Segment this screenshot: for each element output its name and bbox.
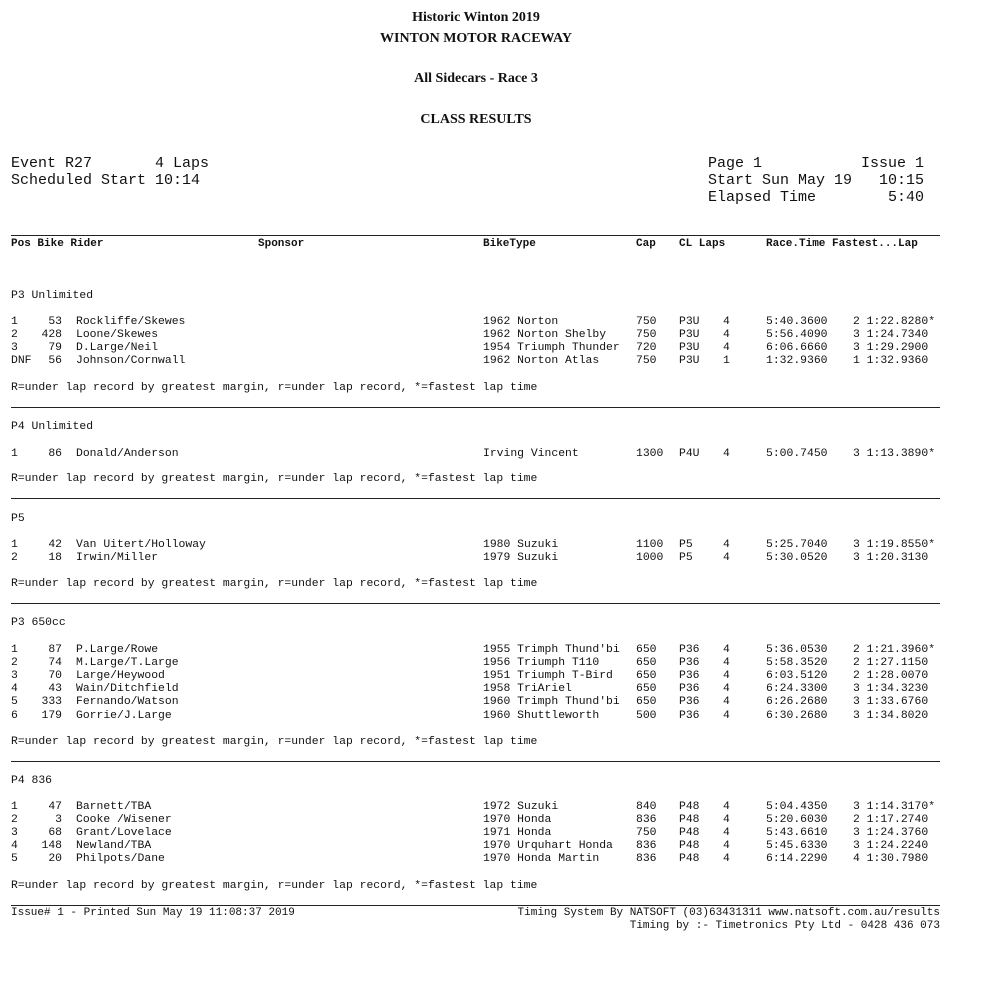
cell-laps: 4 (723, 448, 730, 460)
cell-type: 1962 Norton Atlas (483, 355, 600, 368)
result-row (0, 448, 988, 461)
cell-laps: 4 (723, 683, 730, 696)
col-cl-laps: CL Laps (679, 238, 726, 250)
cell-type: 1960 Shuttleworth (483, 709, 600, 722)
cell-bike: 333 (41, 696, 62, 709)
cell-rider: Wain/Ditchfield (76, 683, 179, 696)
cell-fast: 3 1:20.3130 (853, 552, 929, 565)
cell-cl: P48 (679, 827, 700, 840)
cell-pos: 1 (11, 448, 18, 460)
cell-type: 1972 Suzuki (483, 801, 559, 813)
cell-rider: Fernando/Watson (76, 696, 179, 709)
cell-time: 5:36.0530 (766, 644, 828, 656)
cell-cap: 836 (636, 853, 657, 866)
lap-record-note: R=under lap record by greatest margin, r=under lap record, *=fastest lap time (11, 880, 538, 892)
cell-fast: 3 1:34.3230 (853, 683, 929, 696)
cell-bike: 18 (48, 552, 62, 565)
cell-cap: 650 (636, 670, 657, 683)
cell-rider: Donald/Anderson (76, 448, 179, 460)
cell-rider: D.Large/Neil (76, 342, 159, 355)
cell-cap: 750 (636, 329, 657, 342)
cell-type: 1970 Honda Martin (483, 853, 600, 866)
cell-pos: 4 (11, 683, 18, 696)
cell-cap: 1100 (636, 539, 664, 551)
cell-time: 5:04.4350 (766, 801, 828, 813)
cell-cl: P36 (679, 709, 700, 722)
cell-type: 1979 Suzuki (483, 552, 559, 565)
cell-cap: 720 (636, 342, 657, 355)
cell-pos: 1 (11, 644, 18, 656)
class-heading: P4 Unlimited (11, 421, 94, 433)
cell-pos: 2 (11, 329, 18, 342)
cell-cap: 836 (636, 814, 657, 827)
cell-fast: 3 1:13.3890* (853, 448, 936, 460)
cell-fast: 1 1:32.9360 (853, 355, 929, 368)
cell-fast: 2 1:28.0070 (853, 670, 929, 683)
cell-laps: 4 (723, 696, 730, 709)
cell-bike: 20 (48, 853, 62, 866)
footer-rule (11, 905, 940, 906)
result-row (0, 355, 988, 368)
col-pos-bike-rider: Pos Bike Rider (11, 238, 104, 250)
page-issue: Page 1 Issue 1 (708, 155, 925, 172)
cell-rider: Barnett/TBA (76, 801, 152, 813)
cell-laps: 1 (723, 355, 730, 368)
cell-time: 6:06.6660 (766, 342, 828, 355)
result-row (0, 552, 988, 565)
cell-cap: 750 (636, 355, 657, 368)
cell-rider: Philpots/Dane (76, 853, 165, 866)
cell-pos: 1 (11, 316, 18, 328)
cell-pos: 5 (11, 853, 18, 866)
cell-rider: P.Large/Rowe (76, 644, 159, 656)
event-title: Historic Winton 2019 (412, 10, 540, 25)
col-cap: Cap (636, 238, 656, 250)
cell-cl: P36 (679, 657, 700, 670)
cell-rider: Gorrie/J.Large (76, 709, 172, 722)
cell-pos: 1 (11, 539, 18, 551)
cell-cl: P36 (679, 670, 700, 683)
cell-fast: 2 1:17.2740 (853, 814, 929, 827)
cell-time: 6:14.2290 (766, 853, 828, 866)
cell-fast: 2 1:27.1150 (853, 657, 929, 670)
cell-rider: Cooke /Wisener (76, 814, 172, 827)
race-title: All Sidecars - Race 3 (414, 71, 538, 86)
cell-pos: DNF (11, 355, 32, 368)
result-row (0, 329, 988, 342)
cell-cap: 650 (636, 657, 657, 670)
cell-cl: P36 (679, 644, 700, 656)
cell-type: Irving Vincent (483, 448, 579, 460)
cell-cap: 650 (636, 696, 657, 709)
cell-pos: 3 (11, 827, 18, 840)
cell-fast: 3 1:33.6760 (853, 696, 929, 709)
cell-cap: 1000 (636, 552, 664, 565)
header-rule (11, 235, 940, 236)
cell-laps: 4 (723, 657, 730, 670)
cell-cl: P3U (679, 342, 700, 355)
cell-time: 1:32.9360 (766, 355, 828, 368)
cell-fast: 3 1:29.2900 (853, 342, 929, 355)
cell-fast: 3 1:19.8550* (853, 539, 936, 551)
cell-type: 1956 Triumph T110 (483, 657, 600, 670)
cell-type: 1951 Triumph T-Bird (483, 670, 613, 683)
cell-bike: 68 (48, 827, 62, 840)
cell-time: 5:00.7450 (766, 448, 828, 460)
section-rule (11, 761, 940, 762)
cell-cap: 650 (636, 683, 657, 696)
result-row (0, 670, 988, 683)
lap-record-note: R=under lap record by greatest margin, r=under lap record, *=fastest lap time (11, 382, 538, 394)
cell-type: 1970 Urquhart Honda (483, 840, 613, 853)
cell-time: 5:40.3600 (766, 316, 828, 328)
cell-type: 1980 Suzuki (483, 539, 559, 551)
result-row (0, 710, 988, 723)
cell-time: 5:58.3520 (766, 657, 828, 670)
cell-fast: 4 1:30.7980 (853, 853, 929, 866)
result-row (0, 657, 988, 670)
cell-laps: 4 (723, 801, 730, 813)
section-rule (11, 407, 940, 408)
cell-cl: P48 (679, 840, 700, 853)
col-biketype: BikeType (483, 238, 536, 250)
cell-rider: Irwin/Miller (76, 552, 159, 565)
cell-time: 6:30.2680 (766, 709, 828, 722)
cell-type: 1970 Honda (483, 814, 552, 827)
cell-time: 5:30.0520 (766, 552, 828, 565)
cell-type: 1954 Triumph Thunder (483, 342, 620, 355)
cell-bike: 87 (48, 644, 62, 656)
cell-bike: 74 (48, 657, 62, 670)
cell-laps: 4 (723, 644, 730, 656)
venue-title: WINTON MOTOR RACEWAY (380, 31, 572, 46)
cell-rider: Johnson/Cornwall (76, 355, 186, 368)
cell-rider: Van Uitert/Holloway (76, 539, 206, 551)
cell-time: 5:20.6030 (766, 814, 828, 827)
cell-cl: P4U (679, 448, 700, 460)
event-line: Event R27 4 Laps (11, 155, 210, 172)
cell-bike: 47 (48, 801, 62, 813)
class-heading: P5 (11, 513, 25, 525)
class-heading: P3 Unlimited (11, 290, 94, 302)
cell-cl: P3U (679, 316, 700, 328)
cell-laps: 4 (723, 342, 730, 355)
cell-rider: Loone/Skewes (76, 329, 159, 342)
cell-time: 5:43.6610 (766, 827, 828, 840)
result-row (0, 644, 988, 657)
results-title: CLASS RESULTS (420, 112, 532, 127)
cell-type: 1962 Norton (483, 316, 559, 328)
col-race-fastest: Race.Time Fastest...Lap (766, 238, 918, 250)
cell-pos: 2 (11, 552, 18, 565)
cell-time: 6:24.3300 (766, 683, 828, 696)
lap-record-note: R=under lap record by greatest margin, r=under lap record, *=fastest lap time (11, 473, 538, 485)
cell-rider: Grant/Lovelace (76, 827, 172, 840)
cell-cap: 1300 (636, 448, 664, 460)
cell-pos: 3 (11, 342, 18, 355)
cell-cap: 836 (636, 840, 657, 853)
cell-cl: P48 (679, 853, 700, 866)
cell-rider: M.Large/T.Large (76, 657, 179, 670)
cell-fast: 3 1:24.7340 (853, 329, 929, 342)
cell-bike: 56 (48, 355, 62, 368)
cell-fast: 2 1:21.3960* (853, 644, 936, 656)
cell-cl: P3U (679, 329, 700, 342)
cell-type: 1962 Norton Shelby (483, 329, 607, 342)
result-row (0, 342, 988, 355)
cell-laps: 4 (723, 670, 730, 683)
result-row (0, 853, 988, 866)
cell-cap: 750 (636, 827, 657, 840)
section-rule (11, 498, 940, 499)
cell-bike: 79 (48, 342, 62, 355)
cell-bike: 179 (41, 709, 62, 722)
cell-bike: 53 (48, 316, 62, 328)
cell-laps: 4 (723, 853, 730, 866)
cell-type: 1955 Trimph Thund'bi (483, 644, 620, 656)
result-row (0, 801, 988, 814)
cell-pos: 3 (11, 670, 18, 683)
cell-cl: P48 (679, 801, 700, 813)
cell-type: 1960 Trimph Thund'bi (483, 696, 620, 709)
cell-pos: 1 (11, 801, 18, 813)
result-row (0, 827, 988, 840)
section-rule (11, 603, 940, 604)
cell-rider: Rockliffe/Skewes (76, 316, 186, 328)
cell-laps: 4 (723, 329, 730, 342)
cell-cl: P3U (679, 355, 700, 368)
lap-record-note: R=under lap record by greatest margin, r=under lap record, *=fastest lap time (11, 736, 538, 748)
cell-bike: 70 (48, 670, 62, 683)
cell-laps: 4 (723, 316, 730, 328)
cell-pos: 5 (11, 696, 18, 709)
cell-time: 5:56.4090 (766, 329, 828, 342)
timing-system: Timing System By NATSOFT (03)63431311 www.natsoft.com.au/results (517, 907, 940, 919)
cell-time: 6:03.5120 (766, 670, 828, 683)
cell-laps: 4 (723, 552, 730, 565)
cell-fast: 3 1:14.3170* (853, 801, 936, 813)
class-heading: P3 650cc (11, 617, 66, 629)
cell-laps: 4 (723, 709, 730, 722)
lap-record-note: R=under lap record by greatest margin, r=under lap record, *=fastest lap time (11, 578, 538, 590)
cell-laps: 4 (723, 840, 730, 853)
cell-bike: 42 (48, 539, 62, 551)
cell-bike: 43 (48, 683, 62, 696)
cell-fast: 2 1:22.8280* (853, 316, 936, 328)
cell-cl: P36 (679, 683, 700, 696)
cell-laps: 4 (723, 814, 730, 827)
cell-rider: Newland/TBA (76, 840, 152, 853)
cell-bike: 3 (55, 814, 62, 827)
cell-cap: 750 (636, 316, 657, 328)
cell-type: 1971 Honda (483, 827, 552, 840)
result-row (0, 696, 988, 709)
cell-laps: 4 (723, 539, 730, 551)
printed-line: Issue# 1 - Printed Sun May 19 11:08:37 2019 (11, 907, 295, 919)
cell-cap: 840 (636, 801, 657, 813)
cell-pos: 2 (11, 814, 18, 827)
cell-bike: 428 (41, 329, 62, 342)
cell-time: 5:25.7040 (766, 539, 828, 551)
cell-fast: 3 1:24.3760 (853, 827, 929, 840)
start-time: Start Sun May 19 10:15 (708, 172, 925, 189)
timing-by: Timing by :- Timetronics Pty Ltd - 0428 436 073 (629, 920, 940, 932)
cell-cl: P5 (679, 539, 693, 551)
cell-time: 5:45.6330 (766, 840, 828, 853)
result-row (0, 683, 988, 696)
cell-cl: P48 (679, 814, 700, 827)
cell-cap: 650 (636, 644, 657, 656)
cell-bike: 148 (41, 840, 62, 853)
scheduled-start: Scheduled Start 10:14 (11, 172, 201, 189)
cell-cl: P5 (679, 552, 693, 565)
result-row (0, 814, 988, 827)
cell-fast: 3 1:34.8020 (853, 709, 929, 722)
cell-pos: 2 (11, 657, 18, 670)
cell-cap: 500 (636, 709, 657, 722)
cell-pos: 6 (11, 709, 18, 722)
cell-bike: 86 (48, 448, 62, 460)
cell-pos: 4 (11, 840, 18, 853)
result-row (0, 539, 988, 552)
cell-rider: Large/Heywood (76, 670, 165, 683)
cell-time: 6:26.2680 (766, 696, 828, 709)
cell-laps: 4 (723, 827, 730, 840)
class-heading: P4 836 (11, 775, 53, 787)
elapsed-time: Elapsed Time 5:40 (708, 189, 925, 206)
cell-fast: 3 1:24.2240 (853, 840, 929, 853)
result-row (0, 316, 988, 329)
result-row (0, 840, 988, 853)
cell-type: 1958 TriAriel (483, 683, 572, 696)
col-sponsor: Sponsor (258, 238, 305, 250)
cell-cl: P36 (679, 696, 700, 709)
